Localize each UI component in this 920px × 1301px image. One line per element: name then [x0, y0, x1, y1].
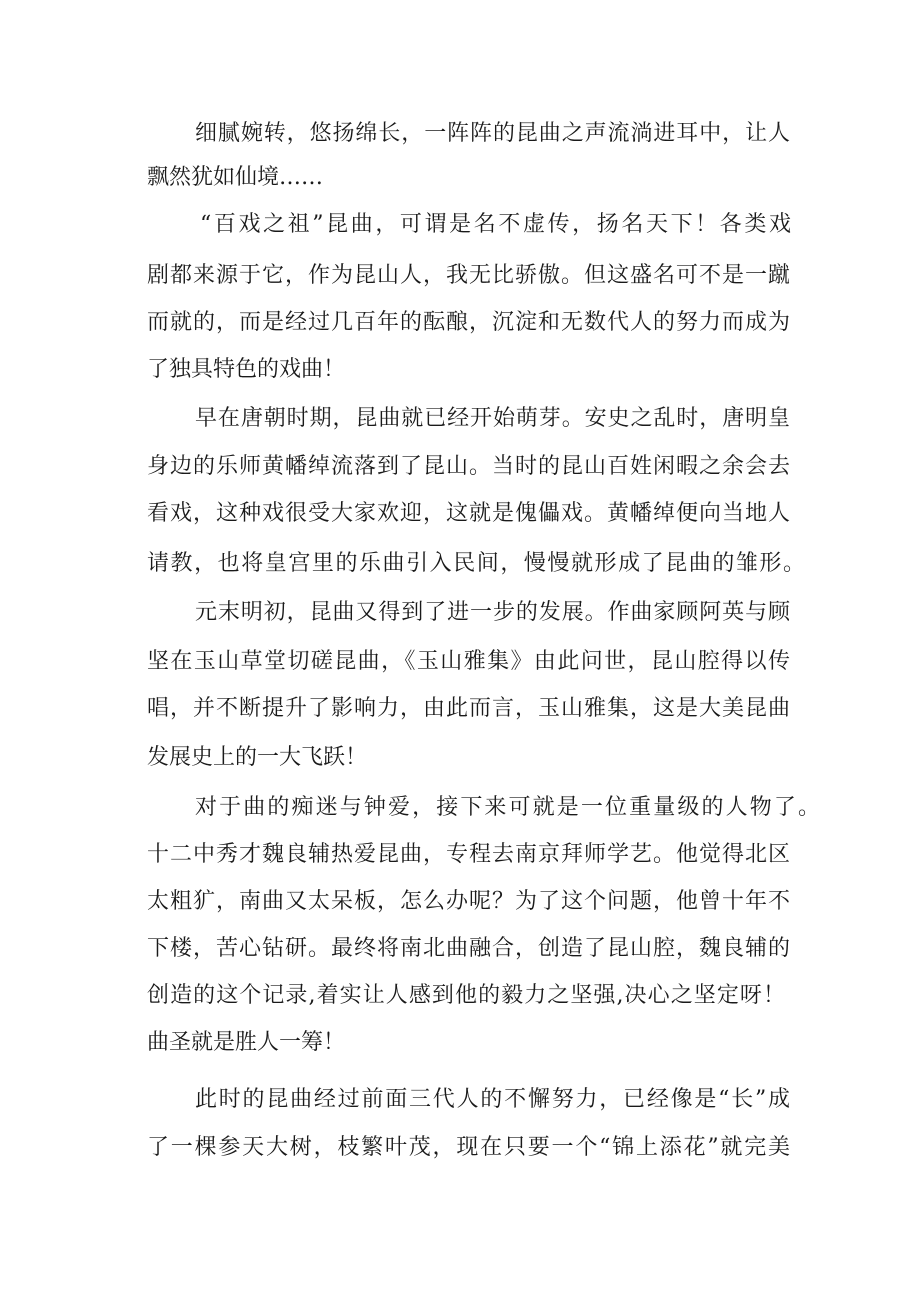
- text-line: 唱，并不断提升了影响力，由此而言，玉山雅集，这是大美昆曲: [147, 696, 790, 721]
- text-line: 十二中秀才魏良辅热爱昆曲，专程去南京拜师学艺。他觉得北区: [147, 842, 790, 867]
- text-line: 发展史上的一大飞跃！: [147, 745, 368, 770]
- text-line: 了独具特色的戏曲！: [147, 357, 346, 382]
- text-line: 身边的乐师黄幡绰流落到了昆山。当时的昆山百姓闲暇之余会去: [147, 454, 790, 479]
- text-line: 剧都来源于它，作为昆山人，我无比骄傲。但这盛名可不是一蹴: [147, 263, 790, 288]
- text-line: 坚在玉山草堂切磋昆曲，《玉山雅集》由此问世，昆山腔得以传: [147, 649, 790, 674]
- text-line: “百戏之祖”昆曲，可谓是名不虚传，扬名天下！各类戏: [200, 212, 791, 237]
- text-line: 下楼，苦心钻研。最终将南北曲融合，创造了昆山腔，魏良辅的: [147, 936, 790, 961]
- text-line: 了一棵参天大树，枝繁叶茂，现在只要一个“锦上添花”就完美: [147, 1135, 790, 1160]
- text-line: 细腻婉转，悠扬绵长，一阵阵的昆曲之声流淌进耳中，让人: [195, 121, 790, 146]
- text-line: 元末明初，昆曲又得到了进一步的发展。作曲家顾阿英与顾: [195, 600, 790, 625]
- text-line: 此时的昆曲经过前面三代人的不懈努力，已经像是“长”成: [195, 1087, 790, 1112]
- text-line: 早在唐朝时期，昆曲就已经开始萌芽。安史之乱时，唐明皇: [195, 406, 790, 431]
- text-line: 对于曲的痴迷与钟爱，接下来可就是一位重量级的人物了。: [195, 795, 820, 820]
- text-line: 曲圣就是胜人一筹！: [147, 1030, 346, 1055]
- text-line: 请教，也将皇宫里的乐曲引入民间，慢慢就形成了昆曲的雏形。: [147, 551, 805, 576]
- text-line: 飘然犹如仙境……: [147, 165, 324, 190]
- text-line: 看戏，这种戏很受大家欢迎，这就是傀儡戏。黄幡绰便向当地人: [147, 501, 790, 526]
- text-line: 而就的，而是经过几百年的酝酿，沉淀和无数代人的努力而成为: [147, 310, 790, 335]
- text-line: 创造的这个记录,着实让人感到他的毅力之坚强,决心之坚定呀！: [147, 983, 785, 1008]
- text-line: 太粗犷，南曲又太呆板，怎么办呢？为了这个问题，他曾十年不: [147, 889, 790, 914]
